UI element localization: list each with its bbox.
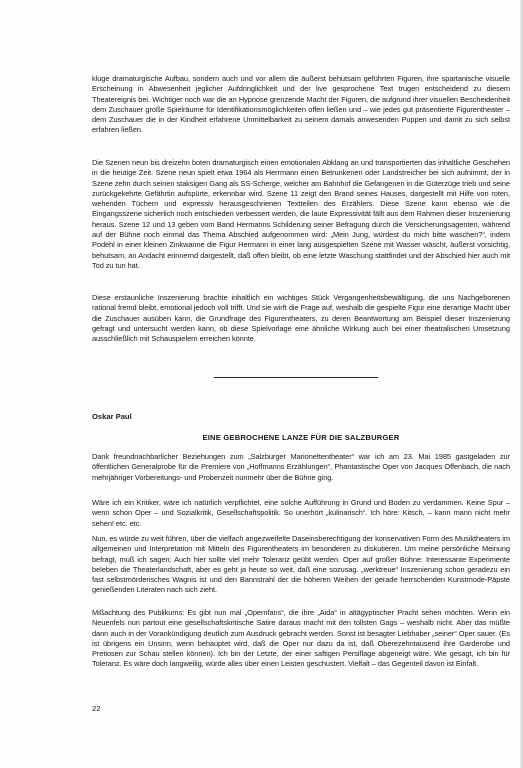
paragraph-4: Dank freundnachbarlicher Beziehungen zum „Salzburger Marionettentheater“ war ich am 23. Mai 1985 gastgeladen zur öffentlichen Generalprobe für die Premiere von „Hoffmanns Erzählungen“, Phantastische Oper von Jacques Offenbach, die nach mehrjähriger Vorbereitungs- und Probenzeit nunmehr über die Bühne ging.: [92, 452, 510, 482]
paragraph-5: Wäre ich ein Kritiker, wäre ich natürlich verpflichtet, eine solche Aufführung in Grund und Boden zu verdammen. Keine Spur – wenn schon Oper – und Sozialkritik, Gesellschaftspolitik. So unerhört „kulinarisch“. Ich höre: Kitsch, – kann mann nicht mehr sehen! etc. etc.: [92, 498, 510, 528]
paragraph-2: Die Szenen neun bis dreizehn boten dramaturgisch einen emotionalen Abklang an und transportierten das inhaltliche Geschehen in die heutige Zeit. Szene neun spielt etwa 1964 als Herrmann einen Betrunkenen oder Landstreicher bei sich aufnimmt, der in Szene zehn durch seinen staksigen Gang als SS-Scherge, welcher am Bahnhof die Gefangenen in die Güterzüge trieb und seine zurückgekehrte Gefährtin aufspürte, erkennbar wird. Szene 11 zeigt den Brand seines Hauses, dargestellt mit Hilfe von roten, wehenden Tüchern und expressiv herausgeschrienen Textteilen des Erzählers. Diese Szene kann ebenso wie die Eingangsszene sicherlich noch entschieden verbessert werden, die laute Expressivität fällt aus dem Rahmen dieser Inszenierung heraus. Szene 12 und 13 geben vom Band Hermanns Schilderung seiner Befragung durch die Versicherungsagenten, während auf der Bühne noch einmal das Thema Abschied aufgenommen wird: „Mein Jung, würdest du mich bitte waschen?“, indem Podehl in einer kleinen Zinkwanne die Figur Hermann in einer lang ausgespielten Szene mit Wasser wäscht, äußerst vorsichtig, behutsam, an Andacht erinnernd dargestellt, daß offen bleibt, ob eine letzte Waschung stattfindet und der Abschied hier auch mit Tod zu tun hat.: [92, 158, 510, 270]
article-author: Oskar Paul: [92, 412, 132, 421]
paragraph-1: kluge dramaturgische Aufbau, sondern auch und vor allem die äußerst behutsam geführten Figuren, ihre spartanische visuelle Erscheinung in Abwesenheit jeglicher Aufdringlichkeit und der live gesprochene Text trugen entscheidend zu diesem Theatereignis bei. Wichtiger noch war die an Hypnose grenzende Macht der Figuren, die aufgrund ihrer visuellen Bescheidenheit dem Zuschauer große Spielräume für Identifikationsmöglichkeiten offen ließen und – wie jedes gut präsentierte Figurentheater – dem Zuschauer die in der Kindheit erfahrene Unmittelbarkeit zu seinem damals anwesenden Puppen und damit zu sich selbst erfahren ließen.: [92, 74, 510, 135]
section-divider: [214, 377, 378, 378]
paragraph-3: Diese erstaunliche Inszenierung brachte inhaltlich ein wichtiges Stück Vergangenheitsbewältigung, die uns Nachgeborenen rational fremd bleibt, emotional jedoch voll trifft. Und sie wirft die Frage auf, weshalb die gespielte Figur eine derartige Macht über die Zuschauer ausüben kann, die Grundfrage des Figurentheaters, zu deren Beantwortung am Beispiel dieser Inszenierung gefragt und untersucht werden kann, ob diese Spielvorlage eine ähnliche Wirkung auch bei einer theatralischen Umsetzung ausschließlich mit Schauspielern erreichen könnte.: [92, 293, 510, 344]
page-number: 22: [92, 704, 101, 713]
article-title: EINE GEBROCHENE LANZE FÜR DIE SALZBURGER: [202, 433, 400, 442]
paragraph-7: Mißachtung des Publikums: Es gibt nun mal „Opernfans“, die ihre „Aida“ in altägyptischer Pracht sehen möchten. Wenn ein Neuenfels nun partout eine gesellschaftskritische Satire daraus macht mit den tollsten Gags – weshalb nicht. Aber das müßte dann auch in der Vorankündigung deutlich zum Ausdruck gebracht werden. Sonst ist besagter Liebhaber „seiner“ Oper sauer. (Es ist übrigens ein Unsinn, wenn behauptet wird, daß die Oper nur dazu da ist, daß Oberezehntausend ihre Garderobe und Pretiosen zur Schau stellen können). Ich bin der Letzte, der einer saftigen Persiflage abgeneigt wäre. Wie gesagt, ich bin für Toleranz. Es wäre doch langweilig, würde alles über einen Leisten geschustert. Vielfalt – das Gegenteil davon ist Einfalt.: [92, 608, 510, 669]
paragraph-6: Nun, es würde zu weit führen, über die vielfach angezweifelte Daseinsberechtigung der konservativen Form des Musiktheaters im allgemeinen und Interpretation mit Mitteln des Figurentheaters im besonderen zu diskutieren. Um meine persönliche Meinung befragt, muß ich sagen: Auch hier sollte viel mehr Toleranz geübt werden. Oper auf großer Bühne: Interessante Experimente beleben die Theaterlandschaft, aber es geht ja heute so weit, daß eine sozusag. „werktreue“ Inszenierung schon geradezu ein fast selbstmörderisches Wagnis ist und den Bannstrahl der die höheren Weihen der gerade herrschenden Kunstmode-Päpste genießenden Literaten nach sich zieht.: [92, 534, 510, 595]
